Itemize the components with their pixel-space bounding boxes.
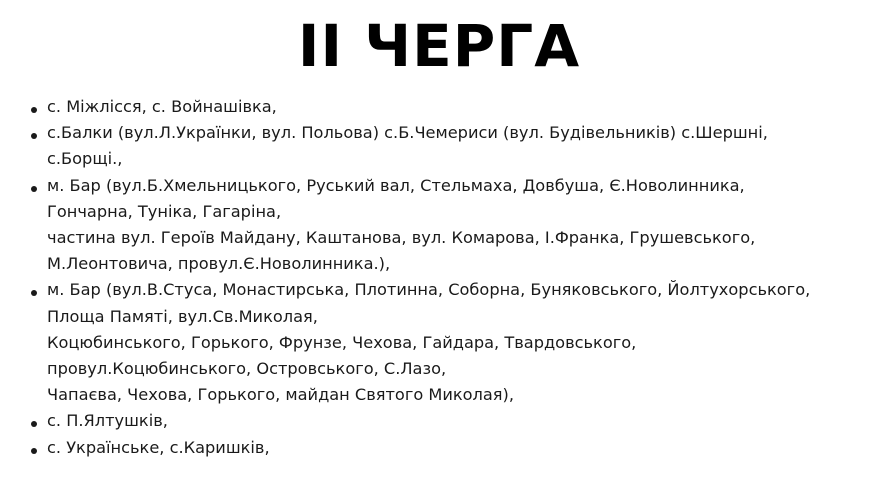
list-item xyxy=(0,408,870,434)
bullet-icon xyxy=(31,448,37,454)
list-item-line: м. Бар (вул.Б.Хмельницького, Руський вал, Стельмаха, Довбуша, Є.Новолинника, xyxy=(47,175,745,195)
bullet-icon xyxy=(31,421,37,427)
list-item-line: с.Борщі., xyxy=(47,149,123,169)
list-item-line: провул.Коцюбинського, Островського, С.Лазо, xyxy=(47,359,447,379)
list-item-line: с.Балки (вул.Л.Українки, вул. Польова) с.Б.Чемериси (вул. Будівельників) с.Шершні, xyxy=(47,123,768,143)
list-item xyxy=(0,173,870,278)
list-item-line: М.Леонтовича, провул.Є.Новолинника.), xyxy=(47,254,391,274)
list-item xyxy=(0,94,870,120)
bullet-icon xyxy=(31,133,37,139)
bullet-icon xyxy=(31,186,37,192)
address-list xyxy=(0,94,870,461)
list-item-line: Чапаєва, Чехова, Горького, майдан Святого Миколая), xyxy=(47,385,515,405)
list-item-line: частина вул. Героїв Майдану, Каштанова, вул. Комарова, І.Франка, Грушевського, xyxy=(47,228,756,248)
list-item xyxy=(0,120,870,172)
list-item-line: с. Міжлісся, с. Войнашівка, xyxy=(47,97,277,116)
page-title: II ЧЕРГА xyxy=(297,12,581,80)
list-item-line: с. П.Ялтушків, xyxy=(47,411,168,431)
list-item-line: м. Бар (вул.В.Стуса, Монастирська, Плотинна, Соборна, Буняковського, Йолтухорського, xyxy=(47,280,811,300)
bullet-icon xyxy=(31,290,37,296)
list-item-line: с. Українське, с.Каришків, xyxy=(47,437,270,457)
list-item-line: Площа Памяті, вул.Св.Миколая, xyxy=(47,306,318,326)
bullet-icon xyxy=(31,107,37,113)
list-item-line: Коцюбинського, Горького, Фрунзе, Чехова, Гайдара, Твардовського, xyxy=(47,332,637,352)
list-item xyxy=(0,277,870,408)
list-item-line: Гончарна, Туніка, Гагаріна, xyxy=(47,201,282,221)
list-item xyxy=(0,435,870,461)
